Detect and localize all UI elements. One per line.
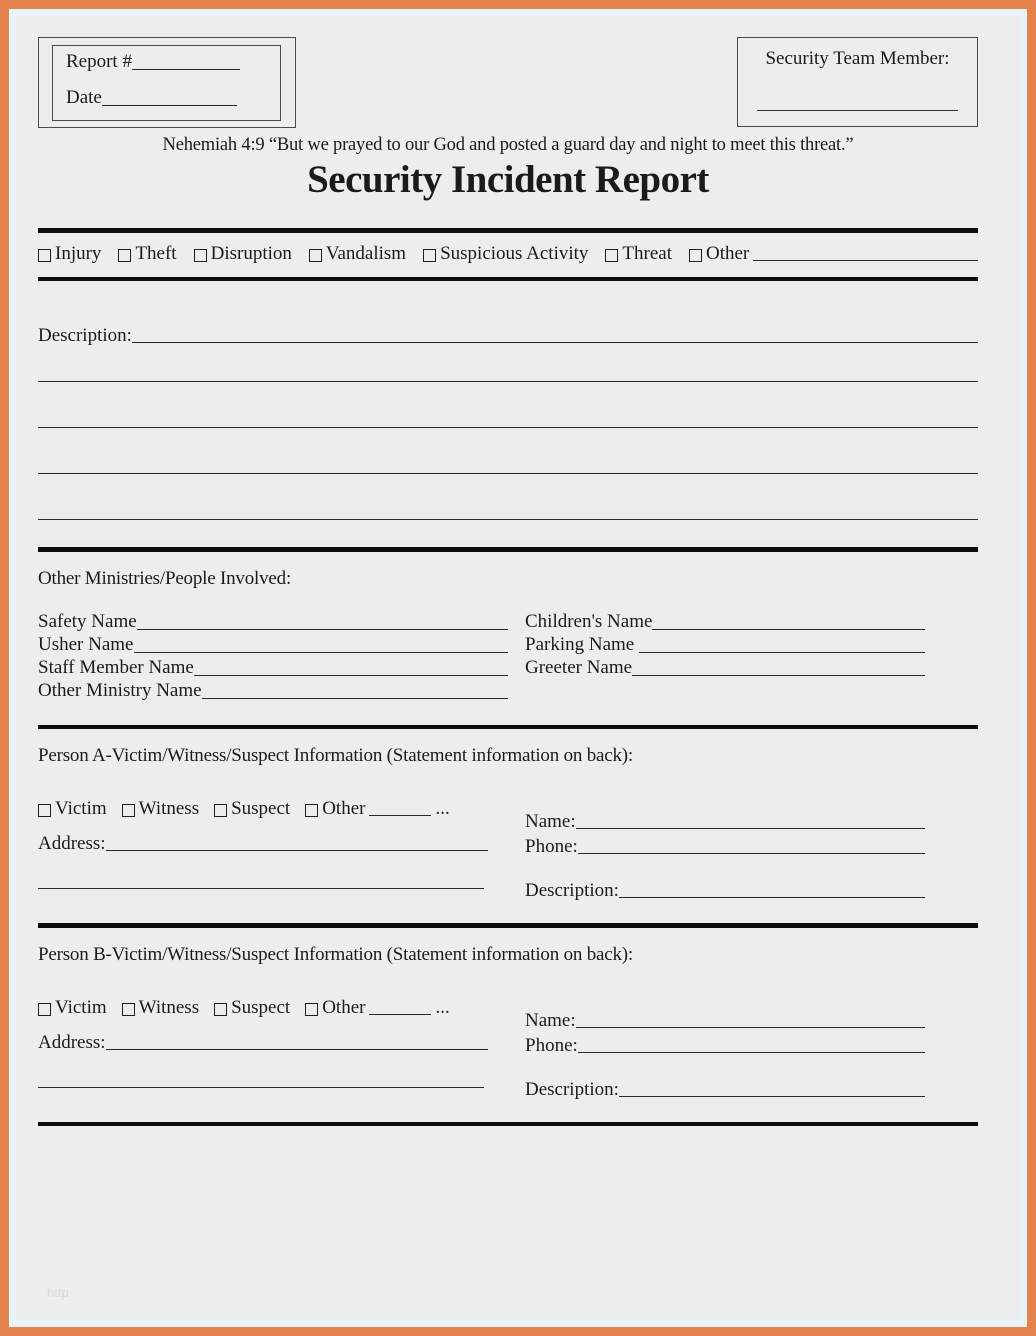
header-row [38,37,978,128]
checkbox-label: Injury [55,242,102,264]
person-a-name-row [525,811,925,833]
name-label: Name: [525,1009,576,1031]
name-label: Name: [525,811,576,833]
person-a-heading: Person A-Victim/Witness/Suspect Information (Statement information on back): [38,745,633,767]
person-description-label: Description: [525,880,619,902]
phone-label: Phone: [525,1034,578,1056]
phone-field[interactable] [578,1052,925,1053]
person-b-heading: Person B-Victim/Witness/Suspect Information (Statement information on back): [38,943,633,965]
person-b-phone-row [525,1035,925,1057]
divider [38,1122,978,1127]
ellipsis-text: ... [435,798,450,820]
staff-member-name-field[interactable] [194,675,508,676]
checkbox-icon[interactable] [605,249,618,262]
other-incident-field[interactable] [753,260,978,261]
ellipsis-text: ... [435,996,450,1018]
greeter-name-label: Greeter Name [525,656,633,678]
person-a-role-row [38,798,520,820]
report-number-label: Report # [66,51,132,72]
checkbox-icon[interactable] [38,249,51,262]
checkbox-icon[interactable] [38,804,51,817]
description-line[interactable] [38,381,978,382]
checkbox-witness[interactable] [122,798,199,820]
checkbox-label: Other [322,798,366,820]
description-field[interactable] [132,342,978,343]
description-line[interactable] [38,519,978,520]
usher-name-field[interactable] [134,652,509,653]
checkbox-label: Suspect [231,996,291,1018]
page-title: Security Incident Report [307,158,709,201]
checkbox-icon[interactable] [689,249,702,262]
incident-type-row [38,233,978,277]
staff-member-name-row [38,656,508,679]
safety-name-label: Safety Name [38,610,137,632]
checkbox-suspicious-activity[interactable] [423,243,588,265]
checkbox-label: Other [322,996,366,1018]
childrens-name-label: Children's Name [525,610,653,632]
checkbox-icon[interactable] [305,804,318,817]
ministries-left-column [38,610,508,702]
person-a-right-column [525,767,978,902]
report-number-row [66,51,280,73]
person-b-address-row [38,1032,520,1054]
person-a-address-row [38,833,520,855]
checkbox-label: Victim [55,996,107,1018]
checkbox-other-incident[interactable] [689,243,978,265]
phone-field[interactable] [578,853,925,854]
phone-label: Phone: [525,836,578,858]
other-role-field[interactable] [369,1014,431,1015]
security-team-member-field[interactable] [757,110,958,111]
checkbox-label: Other [706,242,750,264]
person-a-columns [38,767,978,902]
parking-name-field[interactable] [639,652,925,653]
address-field[interactable] [106,850,488,851]
checkbox-suspect[interactable] [214,798,290,820]
person-b-section [38,944,978,1101]
address-label: Address: [38,833,106,855]
person-b-description-row [525,1079,925,1101]
checkbox-injury[interactable] [38,243,101,265]
name-field[interactable] [576,828,925,829]
greeter-name-row [525,656,925,679]
checkbox-threat[interactable] [605,243,672,265]
address-continuation-line[interactable] [38,1087,484,1088]
divider [38,725,978,730]
security-team-member-box [737,37,978,127]
person-description-field[interactable] [619,1096,925,1097]
report-number-box [38,37,296,128]
checkbox-label: Threat [622,242,672,264]
date-row [66,87,280,109]
description-line[interactable] [38,427,978,428]
checkbox-other-role[interactable] [305,997,450,1019]
address-field[interactable] [106,1049,488,1050]
ministries-columns [38,610,978,702]
ministries-right-column [525,610,978,702]
checkbox-suspect[interactable] [214,997,290,1019]
checkbox-icon[interactable] [305,1003,318,1016]
report-number-field[interactable] [132,69,240,70]
date-field[interactable] [102,105,237,106]
checkbox-label: Victim [55,798,107,820]
checkbox-victim[interactable] [38,798,107,820]
person-b-left-column [38,966,520,1101]
checkbox-icon[interactable] [214,1003,227,1016]
checkbox-icon[interactable] [38,1003,51,1016]
other-ministry-name-field[interactable] [202,698,508,699]
person-a-phone-row [525,836,925,858]
person-b-columns [38,966,978,1101]
checkbox-victim[interactable] [38,997,107,1019]
checkbox-icon[interactable] [423,249,436,262]
checkbox-label: Disruption [210,242,292,264]
person-description-field[interactable] [619,897,925,898]
checkbox-label: Witness [138,996,200,1018]
checkbox-disruption[interactable] [194,243,292,265]
checkbox-icon[interactable] [194,249,207,262]
address-continuation-line[interactable] [38,888,484,889]
checkbox-icon[interactable] [118,249,131,262]
scripture-quote: Nehemiah 4:9 “But we prayed to our God and posted a guard day and night to meet this threat.” [162,135,854,155]
checkbox-icon[interactable] [122,1003,135,1016]
watermark-text: http [47,1285,69,1300]
checkbox-label: Vandalism [325,242,407,264]
divider [38,547,978,552]
checkbox-witness[interactable] [122,997,199,1019]
report-number-box-inner [52,45,281,121]
checkbox-vandalism[interactable] [309,243,406,265]
person-b-role-row [38,997,520,1019]
other-ministry-name-label: Other Ministry Name [38,679,202,701]
childrens-name-row [525,610,925,633]
person-a-left-column [38,767,520,902]
description-label: Description: [38,325,132,347]
form-content [16,16,1020,1320]
other-role-field[interactable] [369,815,431,816]
usher-name-row [38,633,508,656]
person-a-description-row [525,880,925,902]
security-team-member-label: Security Team Member: [765,48,950,69]
parking-name-row [525,633,925,656]
usher-name-label: Usher Name [38,633,134,655]
person-a-section [38,745,978,902]
divider [38,277,978,282]
person-b-name-row [525,1010,925,1032]
date-label: Date [66,87,102,108]
ministries-heading: Other Ministries/People Involved: [38,567,292,589]
checkbox-label: Theft [135,242,177,264]
childrens-name-field[interactable] [652,629,925,630]
greeter-name-field[interactable] [632,675,925,676]
checkbox-other-role[interactable] [305,798,450,820]
description-row [38,325,978,347]
person-b-right-column [525,966,978,1101]
checkbox-label: Suspicious Activity [440,242,589,264]
checkbox-label: Suspect [231,798,291,820]
checkbox-label: Witness [138,798,200,820]
checkbox-icon[interactable] [309,249,322,262]
name-field[interactable] [576,1027,925,1028]
safety-name-row [38,610,508,633]
other-ministry-name-row [38,679,508,702]
staff-member-name-label: Staff Member Name [38,656,194,678]
checkbox-theft[interactable] [118,243,176,265]
parking-name-label: Parking Name [525,633,635,655]
checkbox-icon[interactable] [122,804,135,817]
description-line[interactable] [38,473,978,474]
person-description-label: Description: [525,1078,619,1100]
address-label: Address: [38,1031,106,1053]
safety-name-field[interactable] [137,629,508,630]
divider [38,923,978,928]
checkbox-icon[interactable] [214,804,227,817]
